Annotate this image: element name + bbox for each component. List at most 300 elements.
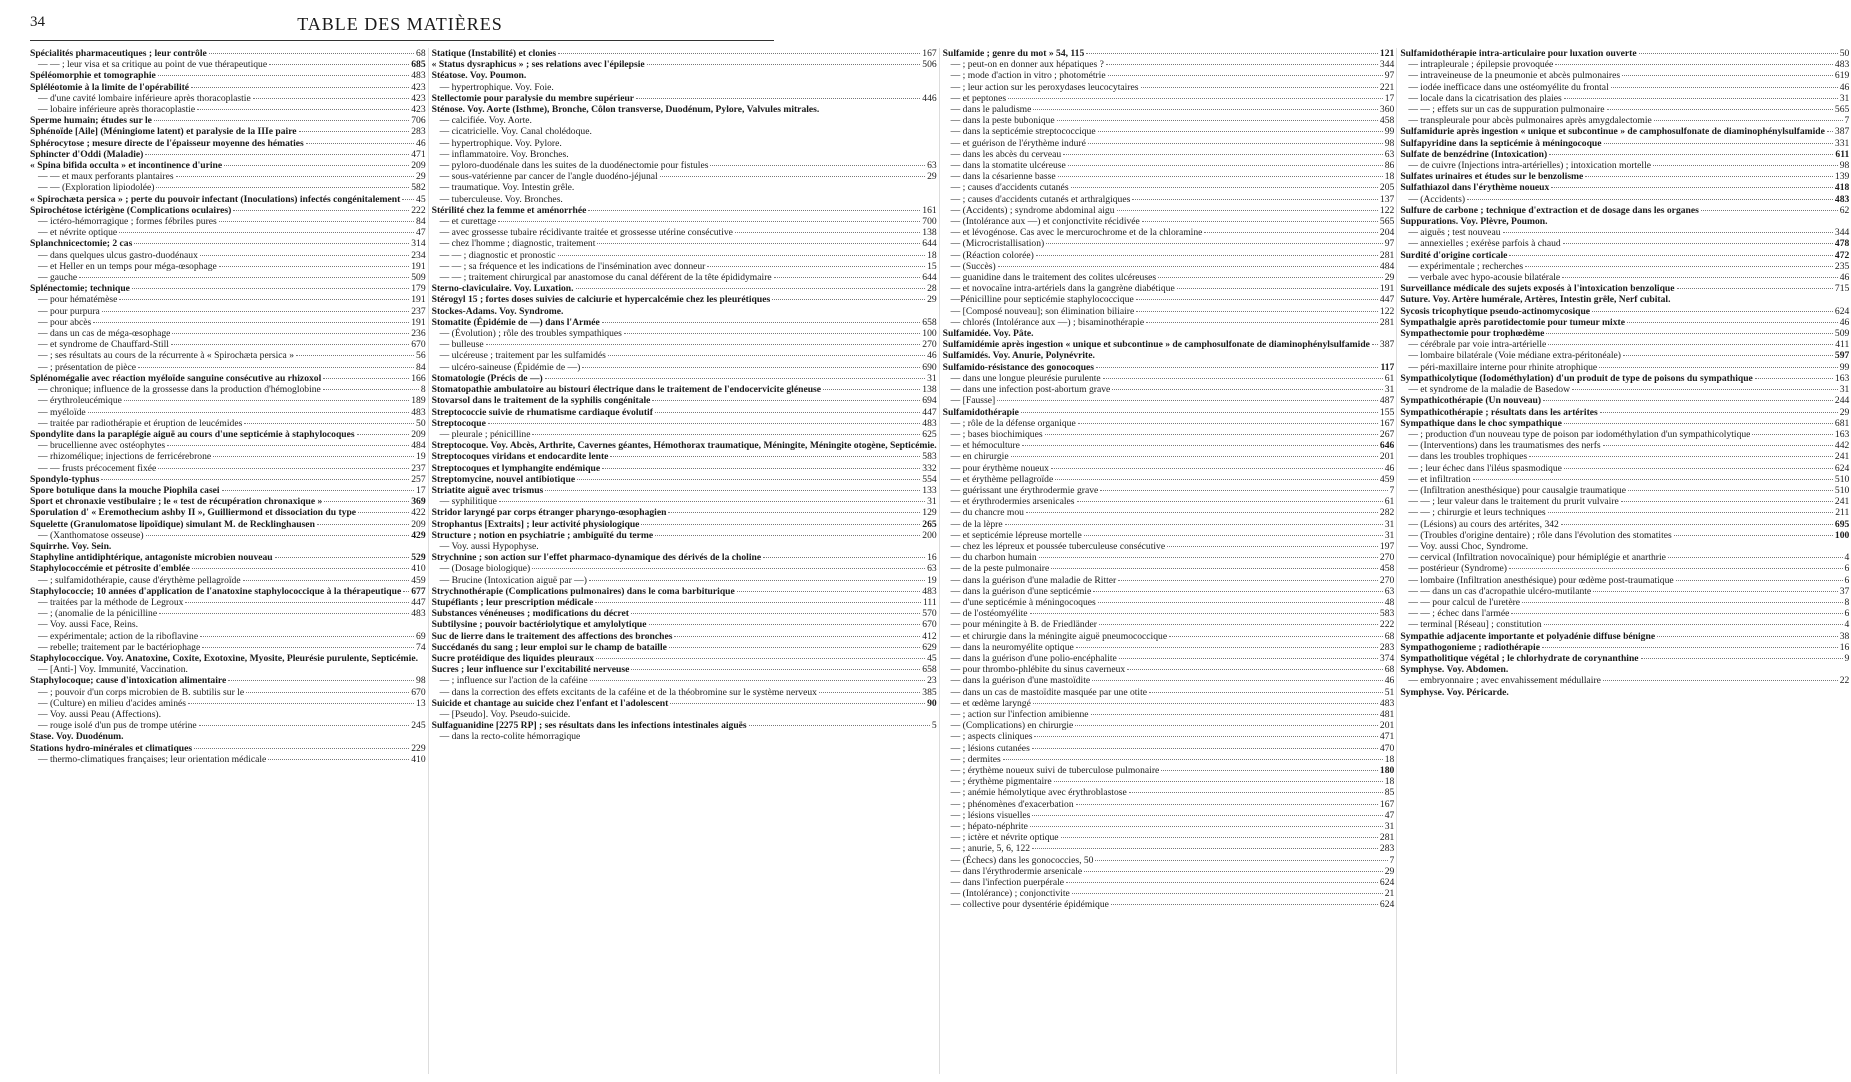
index-entry-page: 8 bbox=[420, 384, 426, 396]
index-entry bbox=[432, 541, 937, 552]
dot-leader bbox=[1063, 154, 1382, 155]
dot-leader bbox=[1098, 602, 1383, 603]
index-entry-page: 471 bbox=[1379, 731, 1395, 743]
index-entry-page: 17 bbox=[416, 484, 426, 496]
index-entry-page: 37 bbox=[1839, 585, 1850, 597]
dot-leader bbox=[1827, 131, 1833, 132]
index-entry-page: 670 bbox=[922, 619, 937, 631]
dot-leader bbox=[823, 389, 920, 390]
index-entry-text: Sympathalgie après parotidectomie pour tumeur mixte bbox=[1400, 316, 1625, 328]
index-entry bbox=[1400, 496, 1849, 507]
index-entry-page: 410 bbox=[411, 753, 426, 765]
index-entry bbox=[1400, 328, 1849, 339]
index-entry bbox=[943, 675, 1395, 686]
index-entry-text: — et hémoculture bbox=[950, 440, 1020, 452]
index-entry bbox=[432, 294, 937, 305]
index-entry bbox=[432, 395, 937, 406]
index-entry-text: Stomatite (Épidémie de —) dans l'Armée bbox=[431, 316, 600, 328]
index-entry-page: 484 bbox=[411, 440, 426, 452]
index-entry-text: — — ; leur visa et sa critique au point de vue thérapeutique bbox=[38, 59, 268, 71]
index-entry-text: — dans un cas de mastoïdite masquée par une otite bbox=[950, 686, 1148, 698]
index-entry-text: — d'une septicémie à méningocoques bbox=[950, 596, 1096, 608]
index-entry bbox=[1400, 407, 1849, 418]
index-entry-text: — Voy. aussi Hypophyse. bbox=[439, 540, 539, 552]
index-entry-page: 706 bbox=[411, 115, 426, 127]
index-entry bbox=[432, 149, 937, 160]
index-entry-page: 56 bbox=[416, 350, 426, 362]
dot-leader bbox=[1167, 546, 1378, 547]
dot-leader bbox=[660, 176, 925, 177]
index-entry-text: Sport et chronaxie vestibulaire ; le « test de récupération chronaxique » bbox=[30, 496, 323, 508]
index-entry-page: 344 bbox=[1834, 227, 1850, 239]
dot-leader bbox=[647, 64, 921, 65]
index-entry-page: 685 bbox=[411, 59, 426, 71]
index-columns bbox=[30, 48, 1850, 1074]
index-entry bbox=[432, 698, 937, 709]
index-entry-text: — — frusts précocement fixée bbox=[38, 462, 157, 474]
index-entry-text: Sulfamido-résistance des gonocoques bbox=[942, 361, 1095, 373]
index-entry-page: 98 bbox=[1384, 137, 1395, 149]
index-entry-page: 624 bbox=[1379, 877, 1395, 889]
index-entry-text: — ; anurie, 5, 6, 122 bbox=[950, 843, 1031, 855]
index-entry-page: 447 bbox=[1379, 294, 1395, 306]
index-entry-page: 47 bbox=[416, 227, 426, 239]
index-entry-text: — syphilitique bbox=[439, 496, 497, 508]
index-entry-text: — de cuivre (Injections intra-artérielles) ; intoxication mortelle bbox=[1408, 160, 1651, 172]
index-entry-page: 45 bbox=[927, 652, 937, 664]
dot-leader bbox=[191, 87, 409, 88]
index-entry bbox=[943, 70, 1395, 81]
dot-leader bbox=[710, 165, 925, 166]
dot-leader bbox=[132, 288, 409, 289]
index-entry-page: 283 bbox=[411, 126, 426, 138]
index-entry-text: Strychnothérapie (Complications pulmonaires) dans le coma barbiturique bbox=[431, 585, 735, 597]
index-entry bbox=[432, 608, 937, 619]
index-entry bbox=[30, 149, 426, 160]
index-entry-text: Sulfate de benzédrine (Intoxication) bbox=[1400, 148, 1548, 160]
index-entry bbox=[943, 59, 1395, 70]
index-entry bbox=[432, 631, 937, 642]
index-entry bbox=[30, 675, 426, 686]
index-entry-text: — lobaire inférieure après thoracoplastie bbox=[38, 104, 196, 116]
index-entry-page: 46 bbox=[1384, 462, 1395, 474]
index-entry bbox=[943, 877, 1395, 888]
dot-leader bbox=[299, 131, 410, 132]
index-entry-text: — (Dosage biologique) bbox=[439, 563, 531, 575]
index-entry bbox=[432, 463, 937, 474]
index-entry-page: 6 bbox=[1844, 574, 1850, 586]
index-entry-text: — de l'ostéomyélite bbox=[950, 608, 1028, 620]
index-entry-page: 644 bbox=[922, 238, 937, 250]
index-entry-text: Symphyse. Voy. Péricarde. bbox=[1400, 686, 1509, 698]
index-entry bbox=[1400, 350, 1849, 361]
index-entry-page: 387 bbox=[1834, 126, 1850, 138]
index-entry bbox=[1400, 451, 1849, 462]
index-entry bbox=[432, 440, 937, 451]
index-entry bbox=[1400, 205, 1849, 216]
index-entry-page: 197 bbox=[1379, 540, 1395, 552]
index-entry-page: 677 bbox=[411, 585, 426, 597]
index-entry-page: 529 bbox=[411, 552, 426, 564]
index-entry-page: 200 bbox=[922, 529, 937, 541]
index-entry bbox=[432, 675, 937, 686]
dot-leader bbox=[1039, 557, 1378, 558]
index-entry-text: — cicatricielle. Voy. Canal cholédoque. bbox=[439, 126, 592, 138]
index-entry bbox=[30, 698, 426, 709]
index-entry-page: 46 bbox=[1384, 675, 1395, 687]
index-entry-page: 690 bbox=[922, 361, 937, 373]
index-entry-page: 484 bbox=[1379, 260, 1395, 272]
index-entry bbox=[1400, 362, 1849, 373]
index-entry-text: Suc de lierre dans le traitement des affections des bronches bbox=[431, 630, 673, 642]
index-entry-text: — aiguës ; test nouveau bbox=[1408, 227, 1501, 239]
dot-leader bbox=[1158, 277, 1383, 278]
index-entry bbox=[1400, 317, 1849, 328]
index-entry bbox=[943, 463, 1395, 474]
index-entry bbox=[432, 227, 937, 238]
index-entry-page: 138 bbox=[922, 384, 937, 396]
index-entry bbox=[30, 429, 426, 440]
index-entry-text: — — ; traitement chirurgical par anastomose du canal déférent de la tête épididymaire bbox=[439, 272, 772, 284]
index-entry-page: 412 bbox=[922, 630, 937, 642]
index-entry-text: — [Pseudo]. Voy. Pseudo-suicide. bbox=[439, 708, 571, 720]
index-entry bbox=[432, 373, 937, 384]
dot-leader bbox=[1026, 512, 1378, 513]
dot-leader bbox=[532, 568, 925, 569]
dot-leader bbox=[499, 501, 925, 502]
index-entry-text: Streptocoques et lymphangite endémique bbox=[431, 462, 601, 474]
index-entry bbox=[30, 104, 426, 115]
index-entry-page: 6 bbox=[1844, 563, 1850, 575]
index-entry-text: — ; bases biochimiques bbox=[950, 428, 1043, 440]
dot-leader bbox=[1057, 120, 1378, 121]
index-entry bbox=[943, 810, 1395, 821]
dot-leader bbox=[1084, 535, 1383, 536]
index-column bbox=[30, 48, 429, 1074]
index-entry-text: — et novocaïne intra-artériels dans la gangrène diabétique bbox=[950, 283, 1175, 295]
index-entry bbox=[432, 384, 937, 395]
dot-leader bbox=[1061, 837, 1378, 838]
index-entry-text: — et syndrome de Chauffard-Still bbox=[38, 339, 169, 351]
index-entry-text: Sulfamidothérapie intra-articulaire pour luxation ouverte bbox=[1400, 48, 1637, 59]
index-entry bbox=[1400, 339, 1849, 350]
index-entry-page: 23 bbox=[927, 675, 937, 687]
index-entry-page: 483 bbox=[922, 585, 937, 597]
index-entry bbox=[1400, 93, 1849, 104]
dot-leader bbox=[1467, 199, 1833, 200]
index-entry-page: 314 bbox=[411, 238, 426, 250]
index-entry-text: — pour méningite à B. de Friedländer bbox=[950, 619, 1097, 631]
index-entry bbox=[943, 709, 1395, 720]
dot-leader bbox=[323, 389, 419, 390]
index-entry-text: Strychnine ; son action sur l'effet pharmaco-dynamique des dérivés de la choline bbox=[431, 552, 762, 564]
index-entry-page: 385 bbox=[922, 686, 937, 698]
dot-leader bbox=[194, 748, 409, 749]
dot-leader bbox=[156, 187, 409, 188]
index-entry bbox=[30, 93, 426, 104]
index-entry-text: — ; ictère et névrite optique bbox=[950, 832, 1059, 844]
index-entry-page: 18 bbox=[1384, 171, 1395, 183]
dot-leader bbox=[774, 277, 921, 278]
index-entry bbox=[1400, 586, 1849, 597]
index-entry-page: 471 bbox=[411, 148, 426, 160]
index-entry-page: 222 bbox=[1379, 619, 1395, 631]
dot-leader bbox=[101, 479, 409, 480]
index-entry-page: 8 bbox=[1844, 596, 1850, 608]
index-entry-text: — traitée par radiothérapie et éruption de leucémides bbox=[38, 417, 243, 429]
index-entry-text: — ; production d'un nouveau type de poison par iodométhylation d'un sympathicolytique bbox=[1408, 428, 1751, 440]
dot-leader bbox=[602, 468, 920, 469]
index-entry bbox=[30, 317, 426, 328]
index-entry-page: 611 bbox=[1835, 148, 1850, 160]
dot-leader bbox=[124, 400, 409, 401]
dot-leader bbox=[1030, 613, 1378, 614]
index-entry-text: — ; causes d'accidents cutanés bbox=[950, 182, 1069, 194]
dot-leader bbox=[253, 98, 410, 99]
index-entry bbox=[1400, 194, 1849, 205]
dot-leader bbox=[1551, 187, 1833, 188]
dot-leader bbox=[1076, 804, 1378, 805]
index-entry-page: 167 bbox=[922, 48, 937, 59]
index-entry bbox=[943, 575, 1395, 586]
index-entry-text: Sympatholitique végétal ; le chlorhydrate de corynanthine bbox=[1400, 652, 1639, 664]
index-entry bbox=[943, 440, 1395, 451]
index-entry-text: — ; leur action sur les peroxydases leucocytaires bbox=[950, 81, 1139, 93]
index-entry-page: 31 bbox=[1839, 384, 1850, 396]
index-entry bbox=[943, 261, 1395, 272]
index-entry-text: — d'une cavité lombaire inférieure après thoracoplastie bbox=[38, 92, 251, 104]
dot-leader bbox=[1084, 871, 1383, 872]
index-entry-page: 483 bbox=[411, 608, 426, 620]
index-entry-page: 29 bbox=[1839, 406, 1850, 418]
index-entry bbox=[943, 328, 1395, 339]
index-entry-text: — rhizomélique; injections de ferricérebrone bbox=[38, 451, 212, 463]
dot-leader bbox=[134, 243, 409, 244]
dot-leader bbox=[498, 221, 920, 222]
index-entry-text: Stérogyl 15 ; fortes doses suivies de calciurie et hypercalcémie chez les pleurétiques bbox=[431, 294, 771, 306]
index-entry-page: 695 bbox=[1834, 518, 1850, 530]
index-entry-text: Staphylococcique. Voy. Anatoxine, Coxite, Exotoxine, Myosite, Pleurésie purulente, Septicémie. bbox=[30, 652, 418, 664]
index-entry-text: — dans une longue pleurésie purulente bbox=[950, 372, 1101, 384]
index-entry-page: 19 bbox=[927, 574, 937, 586]
index-entry-text: — [Composé nouveau]; son élimination biliaire bbox=[950, 305, 1135, 317]
index-entry-page: 63 bbox=[1384, 148, 1395, 160]
dot-leader bbox=[268, 759, 409, 760]
index-entry bbox=[30, 238, 426, 249]
index-entry bbox=[30, 328, 426, 339]
index-entry-text: Sporulation d' « Eremothecium ashby II », Guilliermond et dissociation du type bbox=[30, 507, 357, 519]
index-entry-text: — gauche bbox=[38, 272, 78, 284]
index-entry bbox=[1400, 541, 1849, 552]
index-entry bbox=[432, 575, 937, 586]
index-entry bbox=[30, 754, 426, 765]
index-entry-text: — hypertrophique. Voy. Pylore. bbox=[439, 137, 562, 149]
index-entry-text: Streptocoque. Voy. Abcès, Arthrite, Cavernes géantes, Hémothorax traumatique, Méningite, Méningite otogène, Septicémie. bbox=[431, 440, 937, 452]
index-entry bbox=[1400, 519, 1849, 530]
index-entry-text: Sténose. Voy. Aorte (Isthme), Bronche, Côlon transverse, Duodénum, Pylore, Valvules mitrales. bbox=[431, 104, 820, 116]
index-entry-text: Strophantus [Extraits] ; leur activité physiologique bbox=[431, 518, 640, 530]
index-entry-text: — pour purpura bbox=[38, 305, 100, 317]
index-entry-page: 483 bbox=[922, 417, 937, 429]
index-entry-text: — dans la guérison d'une mastoïdite bbox=[950, 675, 1091, 687]
index-entry-text: Symphyse. Voy. Abdomen. bbox=[1400, 664, 1509, 676]
index-entry-text: — ; influence sur l'action de la caféine bbox=[439, 675, 588, 687]
index-entry-page: 90 bbox=[927, 697, 937, 709]
index-entry-page: 629 bbox=[922, 641, 937, 653]
index-entry-page: 61 bbox=[1384, 372, 1395, 384]
dot-leader bbox=[171, 344, 409, 345]
index-entry bbox=[432, 328, 937, 339]
index-entry-text: Staphylococcémie et pétrosite d'emblée bbox=[30, 563, 190, 575]
index-entry-page: 447 bbox=[922, 406, 937, 418]
index-entry-page: 234 bbox=[411, 249, 426, 261]
index-entry-text: — et peptones bbox=[950, 92, 1007, 104]
index-entry bbox=[432, 653, 937, 664]
index-entry bbox=[30, 283, 426, 294]
index-entry bbox=[30, 608, 426, 619]
index-entry-page: 235 bbox=[1834, 260, 1850, 272]
index-entry-text: — dans la neuromyélite optique bbox=[950, 641, 1074, 653]
index-entry bbox=[432, 261, 937, 272]
index-entry-page: 31 bbox=[1384, 384, 1395, 396]
index-entry-text: Splénectomie; technique bbox=[30, 283, 130, 295]
index-entry-text: Streptocoque bbox=[431, 417, 486, 429]
dot-leader bbox=[138, 367, 414, 368]
index-entry-text: Sphénoïde [Aile] (Méningiome latent) et paralysie de la IIIe paire bbox=[30, 126, 297, 138]
dot-leader bbox=[1677, 288, 1833, 289]
dot-leader bbox=[119, 232, 414, 233]
index-entry-text: Sulfates urinaires et études sur le benzolisme bbox=[1400, 171, 1584, 183]
dot-leader bbox=[1572, 389, 1838, 390]
index-entry bbox=[30, 350, 426, 361]
index-entry-page: 68 bbox=[416, 48, 426, 59]
index-entry bbox=[30, 373, 426, 384]
index-entry-page: 63 bbox=[927, 563, 937, 575]
dot-leader bbox=[631, 613, 920, 614]
index-entry-text: — dans la césarienne basse bbox=[950, 171, 1056, 183]
index-entry-page: 237 bbox=[411, 462, 426, 474]
index-entry-text: Streptomycine, nouvel antibiotique bbox=[431, 473, 576, 485]
index-entry-text: Staphylococcie; 10 années d'application de l'anatoxine staphylococcique à la thérapeutique bbox=[30, 585, 402, 597]
dot-leader bbox=[1030, 826, 1383, 827]
dot-leader bbox=[1142, 221, 1378, 222]
index-entry bbox=[1400, 597, 1849, 608]
dot-leader bbox=[1641, 658, 1843, 659]
index-entry bbox=[1400, 250, 1849, 261]
index-entry-text: — — ; chirurgie et leurs techniques bbox=[1408, 507, 1546, 519]
index-entry-text: — postérieur (Syndrome) bbox=[1408, 563, 1507, 575]
index-entry-text: — du charbon humain bbox=[950, 552, 1037, 564]
index-entry-text: Spirochétose ictérigène (Complications oculaires) bbox=[30, 204, 232, 216]
index-entry-page: 694 bbox=[922, 395, 937, 407]
index-entry-text: Sympathectomie pour trophœdème bbox=[1400, 328, 1545, 340]
index-entry bbox=[943, 126, 1395, 137]
index-entry-page: 583 bbox=[1379, 608, 1395, 620]
index-entry-text: — expérimentale; action de la riboflavine bbox=[38, 630, 199, 642]
index-entry bbox=[1400, 261, 1849, 272]
index-entry-page: 68 bbox=[1384, 664, 1395, 676]
index-entry bbox=[30, 552, 426, 563]
index-entry-page: 84 bbox=[416, 216, 426, 228]
index-entry-page: 681 bbox=[1834, 417, 1850, 429]
dot-leader bbox=[545, 378, 925, 379]
dot-leader bbox=[1511, 613, 1842, 614]
dot-leader bbox=[1169, 636, 1383, 637]
index-entry-text: Sulfamidés. Voy. Anurie, Polynévrite. bbox=[942, 350, 1095, 362]
index-entry-text: — brucellienne avec ostéophytes bbox=[38, 440, 166, 452]
index-entry-text: — dans la correction des effets excitants de la caféine et de la théobromine sur le système nerveux bbox=[439, 686, 817, 698]
index-entry-text: — péri-maxillaire interne pour rhinite atrophique bbox=[1408, 361, 1598, 373]
dot-leader bbox=[1161, 770, 1378, 771]
index-entry-page: 281 bbox=[1379, 249, 1395, 261]
index-entry-text: Sphérocytose ; mesure directe de l'épaisseur moyenne des hématies bbox=[30, 137, 304, 149]
index-entry-text: — guérissant une érythrodermie grave bbox=[950, 484, 1099, 496]
dot-leader bbox=[1078, 423, 1378, 424]
index-entry-text: — (Réaction colorée) bbox=[950, 249, 1034, 261]
dot-leader bbox=[233, 210, 409, 211]
index-entry bbox=[30, 631, 426, 642]
index-entry bbox=[30, 48, 426, 59]
index-entry bbox=[30, 653, 426, 664]
index-entry-text: Sympathicothérapie (Un nouveau) bbox=[1400, 395, 1542, 407]
index-entry-text: — dans la peste bubonique bbox=[950, 115, 1055, 127]
index-entry bbox=[30, 160, 426, 171]
index-entry bbox=[30, 395, 426, 406]
index-entry bbox=[943, 866, 1395, 877]
index-entry-page: 700 bbox=[922, 216, 937, 228]
dot-leader bbox=[1668, 557, 1843, 558]
index-entry bbox=[943, 138, 1395, 149]
dot-leader bbox=[219, 221, 414, 222]
dot-leader bbox=[93, 322, 409, 323]
index-entry-page: 7 bbox=[1844, 115, 1850, 127]
index-entry-page: 85 bbox=[1384, 787, 1395, 799]
index-entry bbox=[943, 115, 1395, 126]
dot-leader bbox=[610, 456, 920, 457]
index-entry bbox=[943, 216, 1395, 227]
index-entry-page: 209 bbox=[411, 160, 426, 172]
index-entry-page: 167 bbox=[1379, 417, 1395, 429]
index-entry bbox=[432, 496, 937, 507]
index-entry-text: Substances vénéneuses ; modifications du décret bbox=[431, 608, 629, 620]
index-entry-text: — chez l'homme ; diagnostic, traitement bbox=[439, 238, 596, 250]
index-entry-text: Sympathique dans le choc sympathique bbox=[1400, 417, 1562, 429]
index-entry-page: 509 bbox=[411, 272, 426, 284]
index-entry bbox=[30, 407, 426, 418]
index-entry bbox=[432, 519, 937, 530]
index-entry-text: — — pour calcul de l'uretère bbox=[1408, 596, 1521, 608]
index-entry-text: — et chirurgie dans la méningite aiguë pneumococcique bbox=[950, 630, 1168, 642]
index-entry-text: — intrapleurale ; épilepsie provoquée bbox=[1408, 59, 1554, 71]
index-entry-page: 117 bbox=[1380, 361, 1395, 373]
dot-leader bbox=[317, 524, 409, 525]
index-entry bbox=[432, 474, 937, 485]
index-entry-page: 283 bbox=[1379, 641, 1395, 653]
dot-leader bbox=[192, 568, 409, 569]
index-entry bbox=[432, 104, 937, 115]
index-entry-page: 565 bbox=[1834, 104, 1850, 116]
index-entry bbox=[1400, 440, 1849, 451]
dot-leader bbox=[1036, 255, 1378, 256]
index-entry-page: 429 bbox=[411, 529, 426, 541]
index-entry bbox=[1400, 664, 1849, 675]
index-entry-page: 29 bbox=[1384, 865, 1395, 877]
dot-leader bbox=[145, 154, 409, 155]
index-entry-text: — ; présentation de pièce bbox=[38, 361, 137, 373]
index-entry-text: « Spirochæta persica » ; perte du pouvoir infectant (Inoculations) infectés congénitalement bbox=[30, 193, 401, 205]
index-entry-page: 46 bbox=[416, 137, 426, 149]
index-entry-text: — et lévogénose. Cas avec le mercurochrome et de la chloramine bbox=[950, 227, 1203, 239]
